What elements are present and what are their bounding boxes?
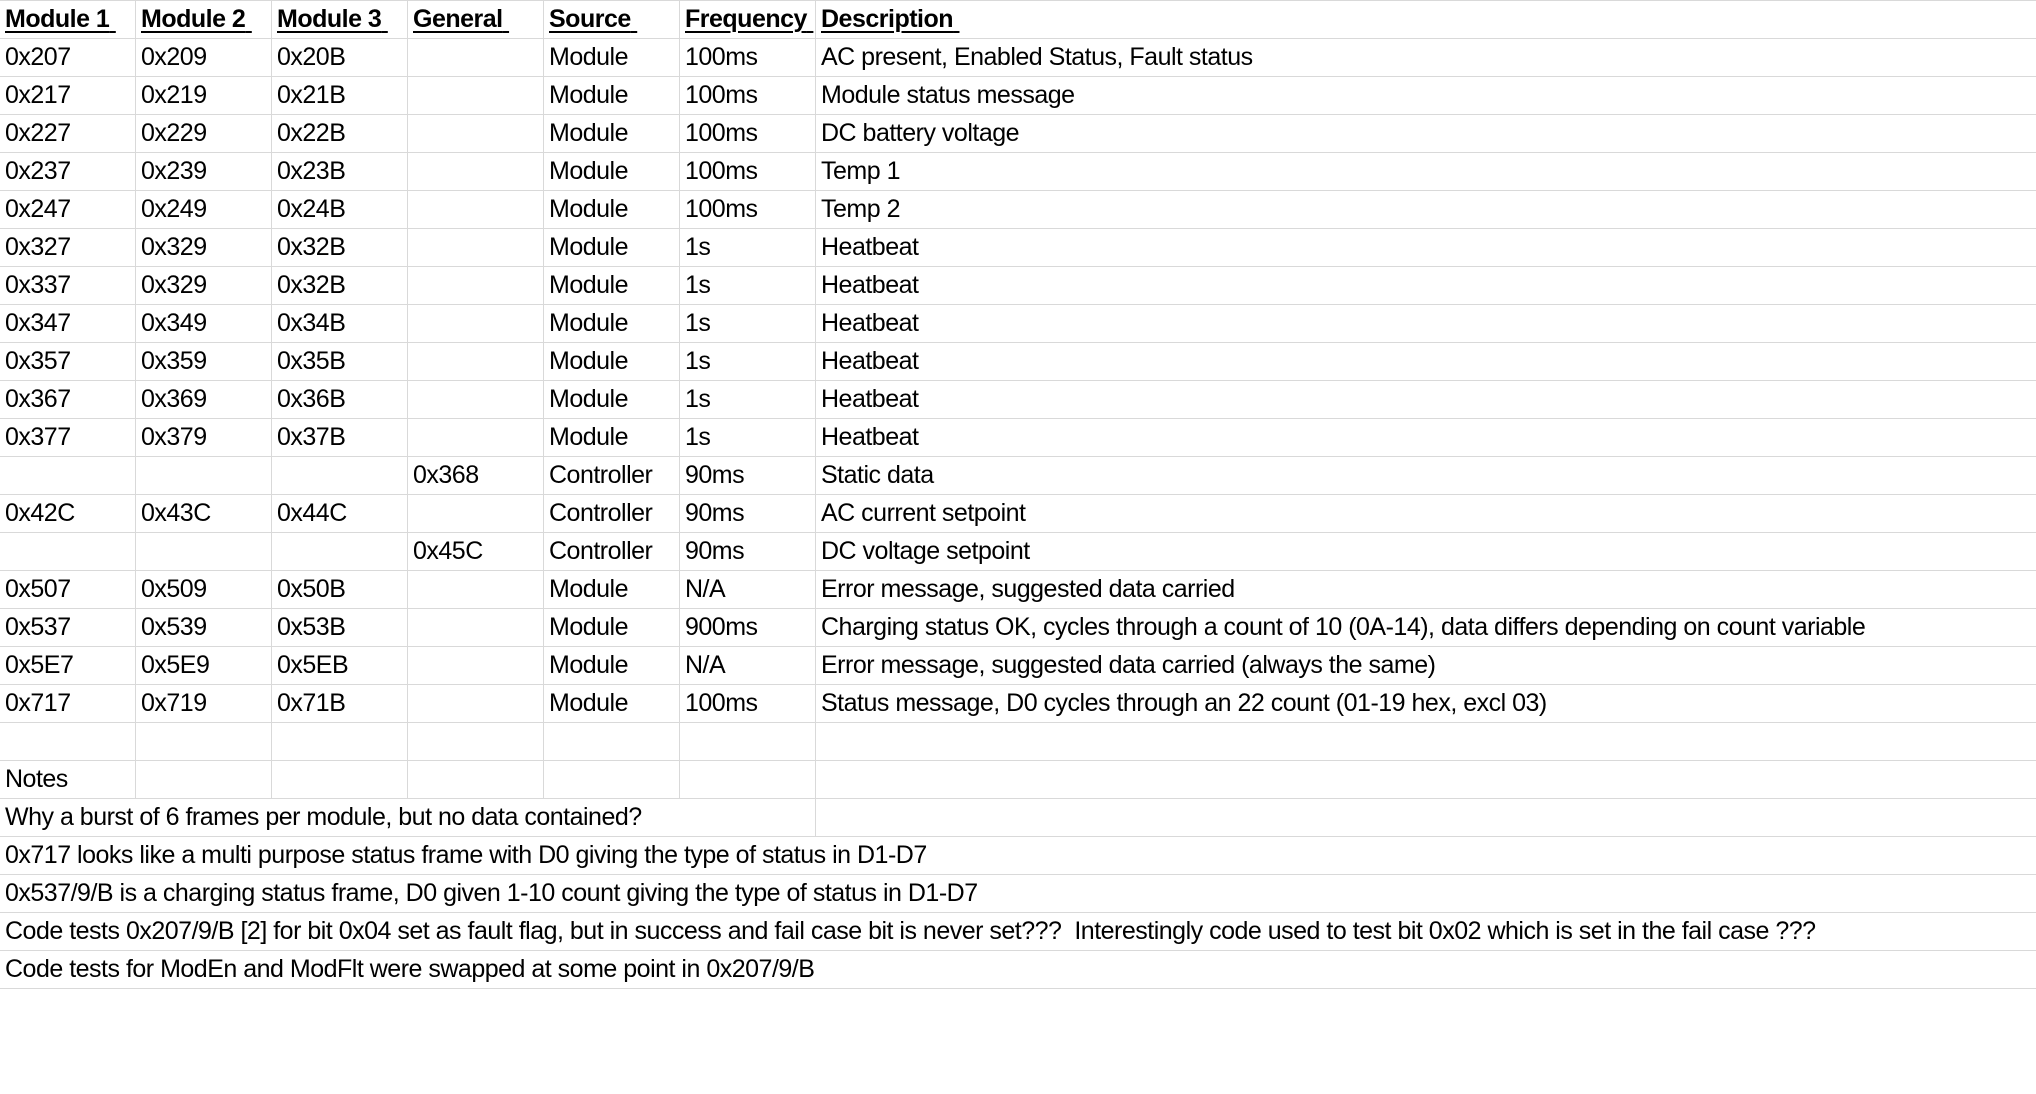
- cell-m3[interactable]: 0x36B: [272, 381, 408, 418]
- cell-general[interactable]: 0x45C: [408, 533, 544, 570]
- cell-general[interactable]: [408, 343, 544, 380]
- note-row-spacer: [816, 837, 2036, 874]
- cell-source[interactable]: Module: [544, 267, 680, 304]
- table-row: [0, 571, 2036, 609]
- empty-cell-m3[interactable]: [272, 761, 408, 798]
- table-row: [0, 77, 2036, 115]
- cell-frequency[interactable]: 100ms: [680, 115, 816, 152]
- cell-source[interactable]: Module: [544, 305, 680, 342]
- note-line[interactable]: 0x537/9/B is a charging status frame, D0 given 1-10 count giving the type of status in D1-D7: [5, 879, 978, 907]
- cell-m1[interactable]: 0x247: [0, 191, 136, 228]
- table-row: [0, 457, 2036, 495]
- cell-m2[interactable]: 0x369: [136, 381, 272, 418]
- cell-m1[interactable]: [0, 457, 136, 494]
- table-row: [0, 609, 2036, 647]
- header-label-m3: Module 3: [277, 5, 382, 33]
- cell-m2[interactable]: 0x719: [136, 685, 272, 722]
- table-row: [0, 191, 2036, 229]
- header-m1[interactable]: [0, 1, 136, 38]
- cell-m3[interactable]: 0x21B: [272, 77, 408, 114]
- cell-frequency[interactable]: 1s: [680, 381, 816, 418]
- header-label-frequency: Frequency: [685, 5, 807, 33]
- table-row: [0, 343, 2036, 381]
- cell-general[interactable]: [408, 495, 544, 532]
- cell-frequency[interactable]: 100ms: [680, 153, 816, 190]
- cell-m2[interactable]: [136, 533, 272, 570]
- header-row: [0, 1, 2036, 39]
- cell-source[interactable]: Module: [544, 191, 680, 228]
- cell-general[interactable]: [408, 153, 544, 190]
- note-line[interactable]: Code tests 0x207/9/B [2] for bit 0x04 set as fault flag, but in success and fail case bit is never set??? Interestingly code used to test bit 0x02 which is set in the fail case ???: [5, 917, 1816, 945]
- cell-source[interactable]: Module: [544, 153, 680, 190]
- cell-m2[interactable]: 0x329: [136, 267, 272, 304]
- note-line[interactable]: Code tests for ModEn and ModFlt were swapped at some point in 0x207/9/B: [5, 955, 815, 983]
- notes-section-label[interactable]: Notes: [0, 761, 136, 798]
- header-m2[interactable]: [136, 1, 272, 38]
- note-row: [0, 837, 2036, 875]
- cell-source[interactable]: Module: [544, 685, 680, 722]
- cell-description[interactable]: Charging status OK, cycles through a count of 10 (0A-14), data differs depending on count variable: [821, 613, 1866, 641]
- cell-m1[interactable]: 0x42C: [0, 495, 136, 532]
- cell-description[interactable]: Error message, suggested data carried: [821, 575, 1235, 603]
- cell-frequency[interactable]: 1s: [680, 343, 816, 380]
- header-label-general: General: [413, 5, 503, 33]
- cell-m2[interactable]: 0x209: [136, 39, 272, 76]
- table-row: [0, 229, 2036, 267]
- cell-description[interactable]: Temp 2: [821, 195, 900, 223]
- cell-frequency[interactable]: 900ms: [680, 609, 816, 646]
- cell-source[interactable]: Module: [544, 77, 680, 114]
- empty-cell-description[interactable]: [816, 723, 2036, 760]
- note-row-spacer: [816, 875, 2036, 912]
- cell-frequency[interactable]: 1s: [680, 305, 816, 342]
- empty-cell-source[interactable]: [544, 761, 680, 798]
- cell-frequency[interactable]: 100ms: [680, 191, 816, 228]
- empty-cell-frequency[interactable]: [680, 761, 816, 798]
- cell-description[interactable]: Heatbeat: [821, 423, 919, 451]
- table-row: [0, 533, 2036, 571]
- cell-source[interactable]: Controller: [544, 457, 680, 494]
- cell-source[interactable]: Controller: [544, 495, 680, 532]
- cell-description[interactable]: Heatbeat: [821, 233, 919, 261]
- cell-general[interactable]: [408, 647, 544, 684]
- cell-m1[interactable]: 0x717: [0, 685, 136, 722]
- cell-m1[interactable]: 0x327: [0, 229, 136, 266]
- empty-cell-frequency[interactable]: [680, 723, 816, 760]
- cell-m1[interactable]: 0x5E7: [0, 647, 136, 684]
- cell-m3[interactable]: [272, 457, 408, 494]
- cell-m2[interactable]: 0x43C: [136, 495, 272, 532]
- cell-general[interactable]: [408, 419, 544, 456]
- cell-m2[interactable]: 0x359: [136, 343, 272, 380]
- cell-m3[interactable]: 0x34B: [272, 305, 408, 342]
- table-row: [0, 115, 2036, 153]
- cell-source[interactable]: Controller: [544, 533, 680, 570]
- cell-source[interactable]: Module: [544, 647, 680, 684]
- cell-frequency[interactable]: 1s: [680, 229, 816, 266]
- header-description[interactable]: [816, 1, 2036, 38]
- cell-m2[interactable]: 0x229: [136, 115, 272, 152]
- header-label-description: Description: [821, 5, 954, 33]
- cell-description[interactable]: Heatbeat: [821, 271, 919, 299]
- cell-m2[interactable]: 0x219: [136, 77, 272, 114]
- cell-general[interactable]: [408, 191, 544, 228]
- cell-source[interactable]: Module: [544, 571, 680, 608]
- cell-m1[interactable]: 0x227: [0, 115, 136, 152]
- cell-m3[interactable]: 0x37B: [272, 419, 408, 456]
- cell-m3[interactable]: 0x22B: [272, 115, 408, 152]
- cell-m3[interactable]: 0x44C: [272, 495, 408, 532]
- cell-m1[interactable]: [0, 533, 136, 570]
- cell-source[interactable]: Module: [544, 343, 680, 380]
- cell-m2[interactable]: 0x539: [136, 609, 272, 646]
- cell-description[interactable]: Module status message: [821, 81, 1075, 109]
- note-row-spacer: [816, 951, 2036, 988]
- cell-general[interactable]: [408, 229, 544, 266]
- cell-m2[interactable]: 0x509: [136, 571, 272, 608]
- cell-general[interactable]: [408, 77, 544, 114]
- empty-row: [0, 723, 2036, 761]
- cell-description[interactable]: Temp 1: [821, 157, 900, 185]
- cell-m2[interactable]: 0x249: [136, 191, 272, 228]
- table-row: [0, 267, 2036, 305]
- header-general[interactable]: [408, 1, 544, 38]
- cell-general[interactable]: [408, 571, 544, 608]
- cell-description[interactable]: Status message, D0 cycles through an 22 count (01-19 hex, excl 03): [821, 689, 1547, 717]
- cell-general[interactable]: 0x368: [408, 457, 544, 494]
- header-label-m2: Module 2: [141, 5, 246, 33]
- header-frequency[interactable]: [680, 1, 816, 38]
- cell-m3[interactable]: 0x71B: [272, 685, 408, 722]
- cell-general[interactable]: [408, 267, 544, 304]
- table-row: [0, 381, 2036, 419]
- cell-frequency[interactable]: 90ms: [680, 533, 816, 570]
- empty-cell-source[interactable]: [544, 723, 680, 760]
- note-row: [0, 951, 2036, 989]
- table-row: [0, 153, 2036, 191]
- cell-m3[interactable]: 0x24B: [272, 191, 408, 228]
- cell-frequency[interactable]: N/A: [680, 571, 816, 608]
- note-row: [0, 875, 2036, 913]
- cell-m3[interactable]: 0x53B: [272, 609, 408, 646]
- cell-m3[interactable]: 0x50B: [272, 571, 408, 608]
- empty-cell-m2[interactable]: [136, 723, 272, 760]
- note-row: [0, 913, 2036, 951]
- note-row: [0, 799, 2036, 837]
- header-label-source: Source: [549, 5, 631, 33]
- header-m3[interactable]: [272, 1, 408, 38]
- cell-m1[interactable]: 0x377: [0, 419, 136, 456]
- cell-frequency[interactable]: 100ms: [680, 39, 816, 76]
- table-row: [0, 419, 2036, 457]
- cell-general[interactable]: [408, 685, 544, 722]
- cell-m1[interactable]: 0x347: [0, 305, 136, 342]
- cell-m2[interactable]: 0x239: [136, 153, 272, 190]
- empty-cell-m3[interactable]: [272, 723, 408, 760]
- cell-description[interactable]: AC present, Enabled Status, Fault status: [821, 43, 1253, 71]
- cell-general[interactable]: [408, 39, 544, 76]
- table-row: [0, 39, 2036, 77]
- cell-frequency[interactable]: 1s: [680, 267, 816, 304]
- cell-m2[interactable]: 0x379: [136, 419, 272, 456]
- table-row: [0, 647, 2036, 685]
- cell-m2[interactable]: [136, 457, 272, 494]
- header-source[interactable]: [544, 1, 680, 38]
- cell-description[interactable]: Heatbeat: [821, 347, 919, 375]
- cell-source[interactable]: Module: [544, 115, 680, 152]
- cell-general[interactable]: [408, 381, 544, 418]
- table-row: [0, 495, 2036, 533]
- cell-frequency[interactable]: 1s: [680, 419, 816, 456]
- cell-frequency[interactable]: 90ms: [680, 457, 816, 494]
- cell-description[interactable]: DC battery voltage: [821, 119, 1020, 147]
- note-line[interactable]: 0x717 looks like a multi purpose status frame with D0 giving the type of status in D1-D7: [5, 841, 927, 869]
- note-line[interactable]: Why a burst of 6 frames per module, but no data contained?: [0, 799, 816, 836]
- cell-m1[interactable]: 0x337: [0, 267, 136, 304]
- cell-description[interactable]: Error message, suggested data carried (always the same): [821, 651, 1436, 679]
- cell-description[interactable]: AC current setpoint: [821, 499, 1026, 527]
- cell-m1[interactable]: 0x367: [0, 381, 136, 418]
- cell-source[interactable]: Module: [544, 419, 680, 456]
- cell-m3[interactable]: [272, 533, 408, 570]
- header-label-m1: Module 1: [5, 5, 110, 33]
- cell-description[interactable]: Heatbeat: [821, 385, 919, 413]
- table-body: [0, 39, 2036, 723]
- cell-source[interactable]: Module: [544, 229, 680, 266]
- note-row-spacer: [816, 913, 2036, 950]
- cell-frequency[interactable]: 90ms: [680, 495, 816, 532]
- cell-m2[interactable]: 0x349: [136, 305, 272, 342]
- cell-frequency[interactable]: 100ms: [680, 685, 816, 722]
- cell-description[interactable]: Heatbeat: [821, 309, 919, 337]
- cell-general[interactable]: [408, 115, 544, 152]
- cell-source[interactable]: Module: [544, 39, 680, 76]
- cell-m3[interactable]: 0x32B: [272, 229, 408, 266]
- notes-section: [0, 799, 2036, 989]
- cell-m1[interactable]: 0x217: [0, 77, 136, 114]
- cell-m3[interactable]: 0x5EB: [272, 647, 408, 684]
- cell-description[interactable]: Static data: [821, 461, 934, 489]
- cell-m2[interactable]: 0x5E9: [136, 647, 272, 684]
- cell-m2[interactable]: 0x329: [136, 229, 272, 266]
- empty-cell-m2[interactable]: [136, 761, 272, 798]
- cell-general[interactable]: [408, 609, 544, 646]
- cell-frequency[interactable]: 100ms: [680, 77, 816, 114]
- cell-m1[interactable]: 0x207: [0, 39, 136, 76]
- empty-cell-m1[interactable]: [0, 723, 136, 760]
- cell-source[interactable]: Module: [544, 609, 680, 646]
- cell-description[interactable]: DC voltage setpoint: [821, 537, 1030, 565]
- cell-m1[interactable]: 0x507: [0, 571, 136, 608]
- note-row-spacer: [816, 799, 2036, 836]
- cell-m1[interactable]: 0x537: [0, 609, 136, 646]
- table-row: [0, 305, 2036, 343]
- cell-m3[interactable]: 0x23B: [272, 153, 408, 190]
- notes-label-row: [0, 761, 2036, 799]
- empty-cell-general[interactable]: [408, 723, 544, 760]
- cell-m1[interactable]: 0x357: [0, 343, 136, 380]
- cell-frequency[interactable]: N/A: [680, 647, 816, 684]
- cell-m3[interactable]: 0x20B: [272, 39, 408, 76]
- empty-cell-general[interactable]: [408, 761, 544, 798]
- empty-cell-description[interactable]: [816, 761, 2036, 798]
- cell-m3[interactable]: 0x32B: [272, 267, 408, 304]
- cell-m3[interactable]: 0x35B: [272, 343, 408, 380]
- cell-source[interactable]: Module: [544, 381, 680, 418]
- cell-general[interactable]: [408, 305, 544, 342]
- cell-m1[interactable]: 0x237: [0, 153, 136, 190]
- table-row: [0, 685, 2036, 723]
